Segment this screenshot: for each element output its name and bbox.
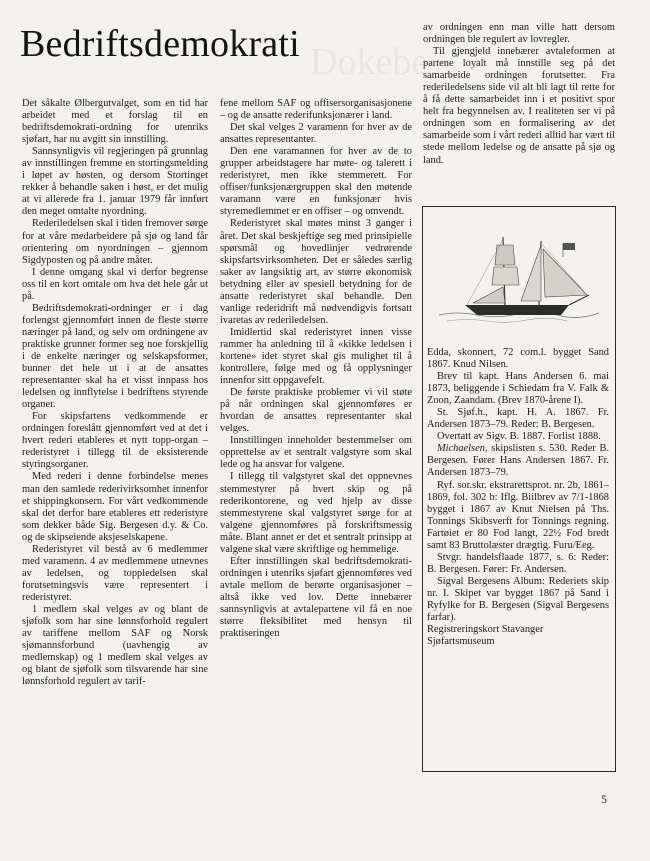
paragraph: I denne omgang skal vi derfor begrense oss til en kort omtale om hva det hele går ut på. xyxy=(22,266,208,302)
paragraph: 1 medlem skal velges av og blant de sjøfolk som har sine lønnsforhold regulert av tariffene mellom SAF og Norsk sjømannsforbund (uavhengig av medlemskap) og 1 medlem skal velges av og blant de sjøfolk som tilsvarende har sine lønnsforhold regulert av tarif- xyxy=(22,603,208,688)
show-through-text: Dokebe xyxy=(310,41,429,83)
schooner-ship-drawing xyxy=(437,227,601,332)
paragraph: De første praktiske problemer vi vil støte på når ordningen skal gjennomføres er hvordan de ansattes representanter skal velges. xyxy=(220,387,412,435)
paragraph: Det skal velges 2 varamenn for hver av de ansattes representanter. xyxy=(220,122,412,146)
paragraph: Rederistyret vil bestå av 6 medlemmer med varamenn. 4 av medlemmene utnevnes av ledelsen, og toppledelsen skal forutsetningsvis være representert i rederistyret. xyxy=(22,543,208,603)
text-column-1 xyxy=(22,98,208,688)
caption-line: Stvgr. handelsflaade 1877, s. 6: Reder: B. Bergesen. Fører: Fr. Andersen. xyxy=(427,551,609,575)
page-number: 5 xyxy=(601,792,607,806)
caption-line: Edda, skonnert, 72 com.l. bygget Sand 1867. Knud Nilsen. xyxy=(427,347,609,371)
paragraph: Efter innstillingen skal bedriftsdemokrati-ordningen i utenriks sjøfart gjennomføres ved avtale mellom de berørte organisasjoner – altså ikke ved lov. Dette innebærer sannsynligvis at avtalepartene vil få en noe større fleksibilitet med hensyn til praktiseringen xyxy=(220,555,412,640)
ship-figure-box xyxy=(422,206,616,772)
text-column-2 xyxy=(220,98,412,640)
caption-line: Brev til kapt. Hans Andersen 6. mai 1873, beliggende i Schiedam fra V. Falk & Zoon, Zaandam. (Brev 1870-årene I). xyxy=(427,371,609,407)
paragraph: Bedriftsdemokrati-ordninger er i dag forlengst gjennomført innen de fleste større næringer på land, og selv om ordningene av praktiske grunner former seg noe forskjellig i de enkelte næringer og selskapsformer, bunner det hele ut i at de ansattes representanter skal ha et visst innpass hos ledelsen og innflytelse i bedriftens styrende organer. xyxy=(22,302,208,411)
paragraph: Innstillingen inneholder bestemmelser om opprettelse av et sentralt valgstyre som skal lede og ha ansvar for valgene. xyxy=(220,435,412,471)
page-title: Bedriftsdemokrati xyxy=(20,23,300,65)
caption-line: Ryf. sor.skr. ekstrarettsprot. nr. 2b, 1861–1869, fol. 302 b: Iflg. Biilbrev av 7/1-1868 bygget i 1867 av Knut Nielsen på Ths. Tonnings Skibsverft for Tonnings regning. Fartøiet er 80 Fod langt, 22½ Fod bredt samt 83 Bruttolæster drægtig. Furu/Eeg. xyxy=(427,479,609,551)
paragraph: I tillegg til valgstyret skal det oppnevnes stemmestyrer på hvert skip og på rederikontorene, og ved hjelp av disse stemmestyrene skal valgstyret sørge for at valgene gjennomføres på forskriftsmessig måte. Blant annet er det et sentralt prinsipp at valgene skal være skriftlige og hemmelige. xyxy=(220,471,412,555)
caption-line: Overtatt av Sigv. B. 1887. Forlist 1888. xyxy=(437,431,601,443)
paragraph: fene mellom SAF og offisersorganisasjonene – og de ansatte rederifunksjonærer i land. xyxy=(220,98,412,122)
paragraph: For skipsfartens vedkommende er ordningen foreslått gjennomført ved at det i hvert rederi etableres et nytt topp-organ – rederistyret i tillegg til de eksisterende styringsorganer. xyxy=(22,411,208,471)
paragraph: Rederistyret skal møtes minst 3 ganger i året. Det skal beskjeftige seg med prinsipielle spørsmål og hovedlinjer vedrørende skipsfartsvirksomheten. Det er således særlig saker av langsiktig art, av større økonomisk betydning eller av spesiell betydning for de ansatte rederistyret skal behandle. Den vanlige rederidrift må nødvendigvis fortsatt ivaretas av rederiledelsen. xyxy=(220,218,412,326)
caption-line: Registreringskort Stavanger Sjøfartsmuseum xyxy=(427,624,544,648)
paragraph: av ordningen enn man ville hatt dersom ordningen ble regulert av lovregler. xyxy=(423,22,615,46)
caption-line: Sigval Bergesens Album: Rederiets skip nr. I. Skipet var bygget 1867 på Sand i Ryfylke for B. Bergesen (Sigval Bergesens farfar). xyxy=(427,575,609,624)
text-column-3 xyxy=(423,22,615,167)
source-title: Michaelsen, xyxy=(437,443,488,455)
paragraph: Med rederi i denne forbindelse menes man den samlede rederivirksomhet innenfor et shippingkonsern. For vårt vedkommende skal det derfor bare etableres ett rederistyre som dekker både Sig. Bergesen d.y. & Co. og de skipseiende aksjeselskapene. xyxy=(22,471,208,543)
paragraph: Den ene varamannen for hver av de to grupper arbeidstagere har møte- og talerett i rederistyret, men ikke stemmerett. For offiser/funksjonærgruppen skal den møtende varamann være en funksjonær hvis styremedlemmet er en offiser – og omvendt. xyxy=(220,146,412,218)
caption-line xyxy=(427,443,609,479)
caption-text: skipslisten s. 530. Reder B. Bergesen. Fører Hans Andersen 1867. Fr. Andersen 1873–79. xyxy=(427,443,609,479)
paragraph: Til gjengjeld innebærer avtaleformen at partene loyalt må innstille seg på det samarbeide ordningen forutsetter. Fra rederiledelsens side vil alt bli lagt til rette for å få dette samarbeidet inn i et positivt spor helt fra begynnelsen av. I realiteten ser vi på ordningen som en formalisering av det samarbeide som i vårt rederi alltid har vært til stede mellom ledelse og de ansatte på sjø og land. xyxy=(423,46,615,166)
caption-line: St. Sjøf.h., kapt. H. A. 1867. Fr. Andersen 1873–79. Reder: B. Bergesen. xyxy=(427,407,609,431)
paragraph: Det såkalte Ølbergutvalget, som en tid har arbeidet med et forslag til en bedriftsdemokrati-ordning for utenriks sjøfart, har nu avgitt sin innstilling. xyxy=(22,98,208,146)
paragraph: Rederiledelsen skal i tiden fremover sørge for at våre medarbeidere på sjø og land får orientering om nyordningen – gjennom Sigdyposten og på andre måter. xyxy=(22,218,208,266)
paragraph: Sannsynligvis vil regjeringen på grunnlag av innstillingen fremme en stortingsmelding i løpet av høsten, og dersom Stortinget rekker å behandle saken i høst, er det mulig at vi allerede fra 1. januar 1979 får innført den meget omtalte nyordning. xyxy=(22,146,208,218)
paragraph: Imidlertid skal rederistyret innen visse rammer ha anledning til å «kikke ledelsen i kortene» idet styret skal gis mulighet til å kontrollere, følge med og få opplysninger innenfor sitt oppgavefelt. xyxy=(220,326,412,387)
ship-caption xyxy=(427,347,609,648)
